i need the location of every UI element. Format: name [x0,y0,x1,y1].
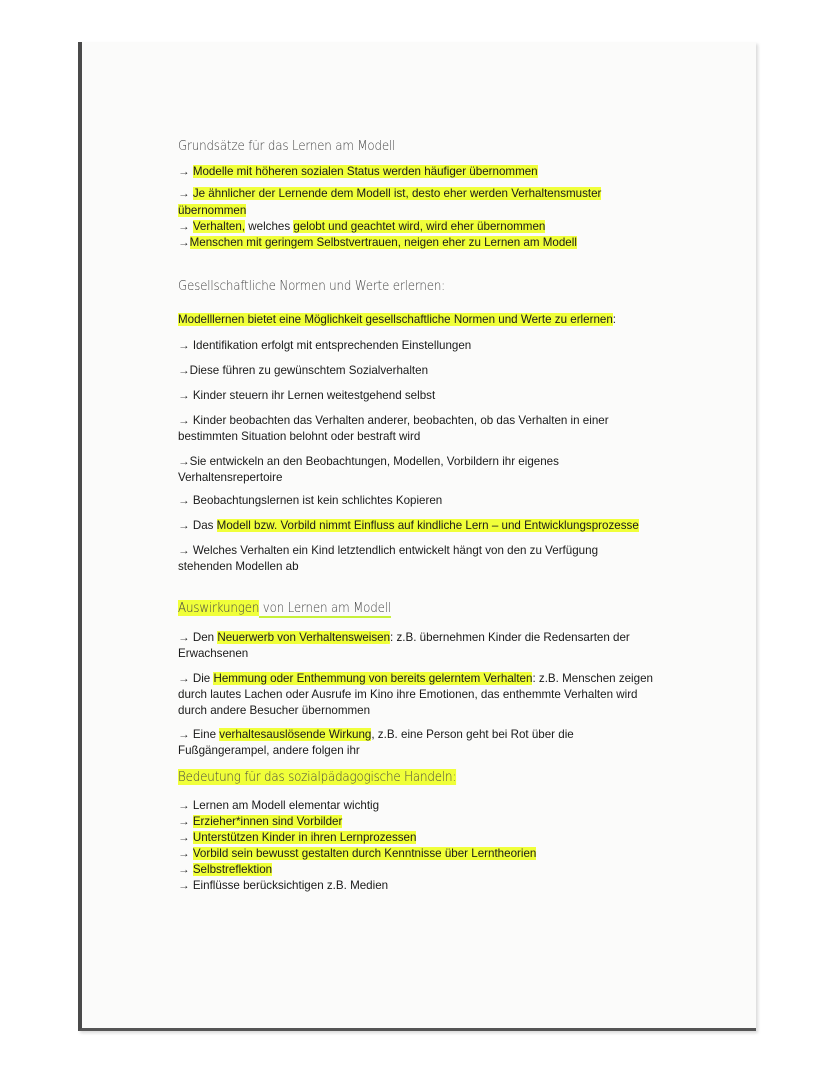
heading-normen-werte: Gesellschaftliche Normen und Werte erlernen: [178,278,446,294]
list-item: → Den Neuerwerb von Verhaltensweisen: z.B. übernehmen Kinder die Redensarten der [178,631,630,644]
list-item-continuation: bestimmten Situation belohnt oder bestraft wird [178,430,421,443]
list-item: → Je ähnlicher der Lernende dem Modell ist, desto eher werden Verhaltensmuster [178,187,602,200]
heading-grundsaetze: Grundsätze für das Lernen am Modell [178,138,396,154]
list-item: → Die Hemmung oder Enthemmung von bereits gelerntem Verhalten: z.B. Menschen zeigen [178,672,653,685]
list-item: → Selbstreflektion [178,863,273,876]
paper-sheet [78,42,756,1031]
list-item: → Eine verhaltesauslösende Wirkung, z.B. eine Person geht bei Rot über die [178,728,574,741]
list-item: →Menschen mit geringem Selbstvertrauen, neigen eher zu Lernen am Modell [178,236,577,249]
list-item: → Kinder beobachten das Verhalten anderer, beobachten, ob das Verhalten in einer [178,414,609,427]
list-item: → Verhalten, welches gelobt und geachtet wird, wird eher übernommen [178,220,546,233]
list-item: → Kinder steuern ihr Lernen weitestgehend selbst [178,389,436,402]
list-item: →Diese führen zu gewünschtem Sozialverhalten [178,364,429,377]
list-item: → Erzieher*innen sind Vorbilder [178,815,343,828]
list-item-continuation: durch andere Besucher übernommen [178,704,371,717]
list-item: → Welches Verhalten ein Kind letztendlich entwickelt hängt von den zu Verfügung [178,544,599,557]
list-item: → Vorbild sein bewusst gestalten durch Kenntnisse über Lerntheorien [178,847,537,860]
list-item-continuation: Verhaltensrepertoire [178,471,283,484]
list-item: → Modelle mit höheren sozialen Status werden häufiger übernommen [178,165,538,178]
list-item-continuation: durch lautes Lachen oder Ausrufe im Kino ihre Emotionen, das enthemmte Verhalten wird [178,688,638,701]
heading-bedeutung: Bedeutung für das sozialpädagogische Handeln: [178,769,457,785]
list-item-continuation: übernommen [178,204,247,217]
list-item: → Einflüsse berücksichtigen z.B. Medien [178,879,389,892]
list-item-continuation: Erwachsenen [178,647,249,660]
list-item: → Lernen am Modell elementar wichtig [178,799,380,812]
list-item-continuation: Fußgängerampel, andere folgen ihr [178,744,360,757]
list-item-continuation: stehenden Modellen ab [178,560,299,573]
list-item: → Identifikation erfolgt mit entsprechenden Einstellungen [178,339,472,352]
list-item: →Sie entwickeln an den Beobachtungen, Modellen, Vorbildern ihr eigenes [178,455,559,468]
list-item: → Das Modell bzw. Vorbild nimmt Einfluss auf kindliche Lern – und Entwicklungsprozesse [178,519,639,532]
intro-text: Modelllernen bietet eine Möglichkeit gesellschaftliche Normen und Werte zu erlernen: [178,313,617,326]
heading-auswirkungen: Auswirkungen von Lernen am Modell [178,600,392,616]
list-item: → Beobachtungslernen ist kein schlichtes Kopieren [178,494,443,507]
list-item: → Unterstützen Kinder in ihren Lernprozessen [178,831,417,844]
